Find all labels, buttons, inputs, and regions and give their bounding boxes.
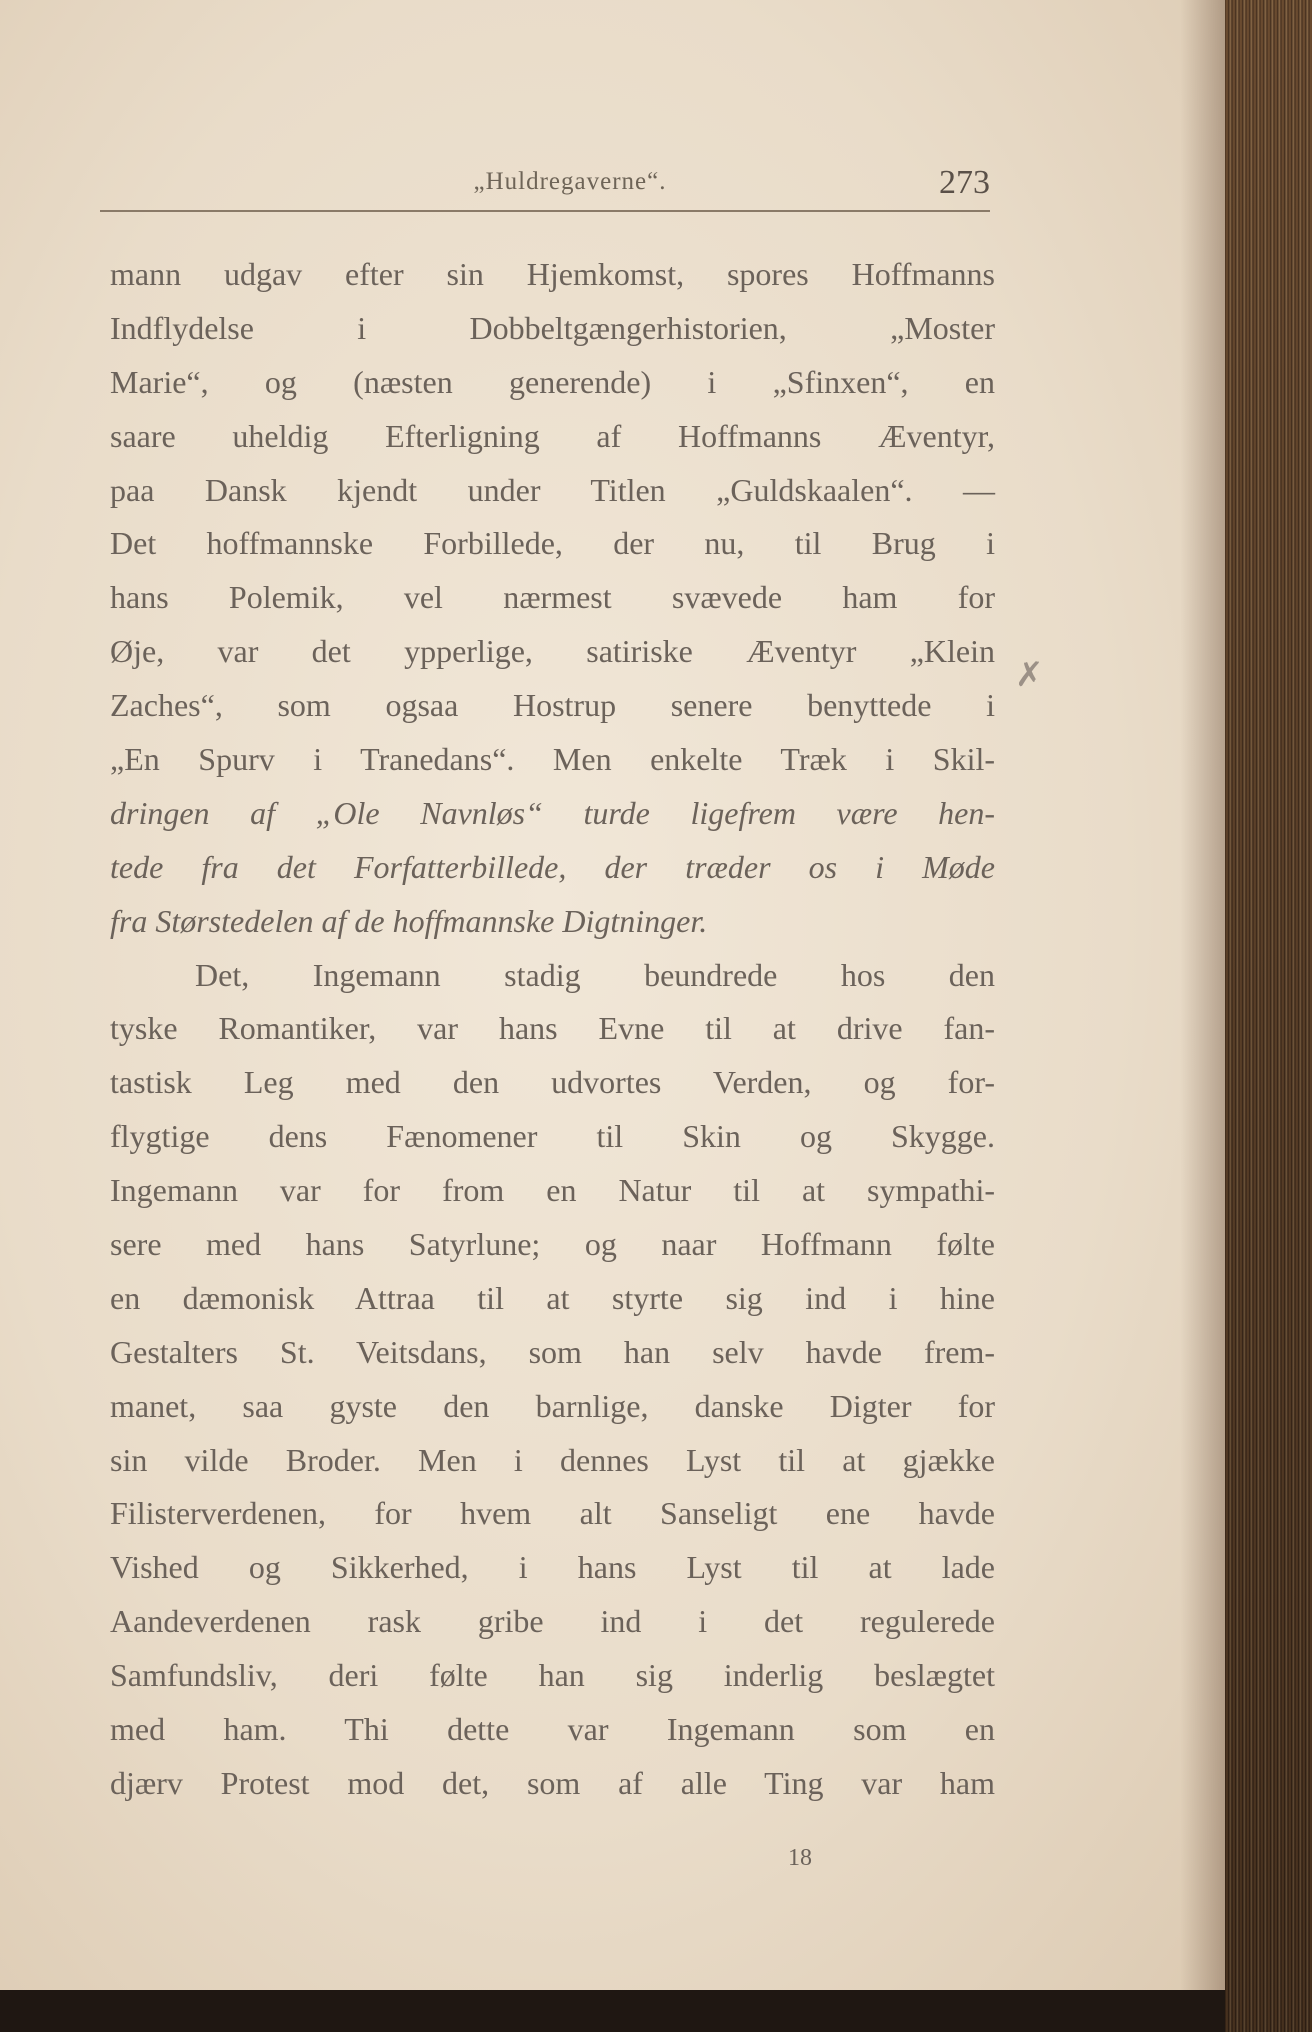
body-text <box>110 248 995 1811</box>
book-bottom-edge <box>0 1990 1225 2032</box>
text-line: Vished og Sikkerhed, i hans Lyst til at lade <box>110 1549 995 1586</box>
text-line: Gestalters St. Veitsdans, som han selv havde frem- <box>110 1333 995 1370</box>
text-line: sere med hans Satyrlune; og naar Hoffmann følte <box>110 1226 995 1263</box>
margin-pencil-mark-icon: ✗ <box>1015 657 1044 694</box>
text-line: Øje, var det ypperlige, satiriske Æventyr „Klein <box>110 633 995 670</box>
text-line: djærv Protest mod det, som af alle Ting var ham <box>110 1764 995 1801</box>
page-header <box>100 160 990 212</box>
text-line: med ham. Thi dette var Ingemann som en <box>110 1711 995 1748</box>
running-head: „Huldregaverne“. <box>473 168 667 195</box>
text-line-italic: fra Størstedelen af de hoffmannske Digtninger. <box>110 902 708 939</box>
text-line: paa Dansk kjendt under Titlen „Guldskaalen“. — <box>110 471 995 508</box>
text-line-italic: tede fra det Forfatterbillede, der træder os i Møde <box>110 848 995 885</box>
text-line: Indflydelse i Dobbeltgængerhistorien, „Moster <box>110 309 995 346</box>
text-line: tastisk Leg med den udvortes Verden, og for- <box>110 1064 995 1101</box>
book-edge-shading <box>1225 0 1312 2032</box>
text-line: saare uheldig Efterligning af Hoffmanns Æventyr, <box>110 417 995 454</box>
text-line: hans Polemik, vel nærmest svævede ham for <box>110 579 995 616</box>
text-line: en dæmonisk Attraa til at styrte sig ind i hine <box>110 1279 995 1316</box>
text-line: manet, saa gyste den barnlige, danske Digter for <box>110 1387 995 1424</box>
page-gutter-shadow <box>1180 0 1225 1990</box>
text-line: Zaches“, som ogsaa Hostrup senere benyttede i <box>110 687 995 724</box>
text-line: tyske Romantiker, var hans Evne til at drive fan- <box>110 1010 995 1047</box>
signature-mark: 18 <box>788 1845 812 1871</box>
text-line: Filisterverdenen, for hvem alt Sanseligt ene havde <box>110 1495 995 1532</box>
text-line-italic: dringen af „Ole Navnløs“ turde ligefrem være hen- <box>110 794 995 831</box>
text-line: Det, Ingemann stadig beundrede hos den <box>195 956 995 993</box>
text-line: mann udgav efter sin Hjemkomst, spores Hoffmanns <box>110 256 995 292</box>
text-line: sin vilde Broder. Men i dennes Lyst til at gjække <box>110 1441 995 1478</box>
text-line: Marie“, og (næsten generende) i „Sfinxen“, en <box>110 363 995 400</box>
text-line: Samfundsliv, deri følte han sig inderlig beslægtet <box>110 1657 995 1694</box>
text-line: flygtige dens Fænomener til Skin og Skygge. <box>110 1118 995 1155</box>
text-line: Det hoffmannske Forbillede, der nu, til Brug i <box>110 525 995 562</box>
text-line: Ingemann var for from en Natur til at sympathi- <box>110 1172 995 1209</box>
text-line: „En Spurv i Tranedans“. Men enkelte Træk i Skil- <box>110 741 995 778</box>
text-line: Aandeverdenen rask gribe ind i det regulerede <box>110 1603 995 1640</box>
page-number: 273 <box>939 164 990 201</box>
